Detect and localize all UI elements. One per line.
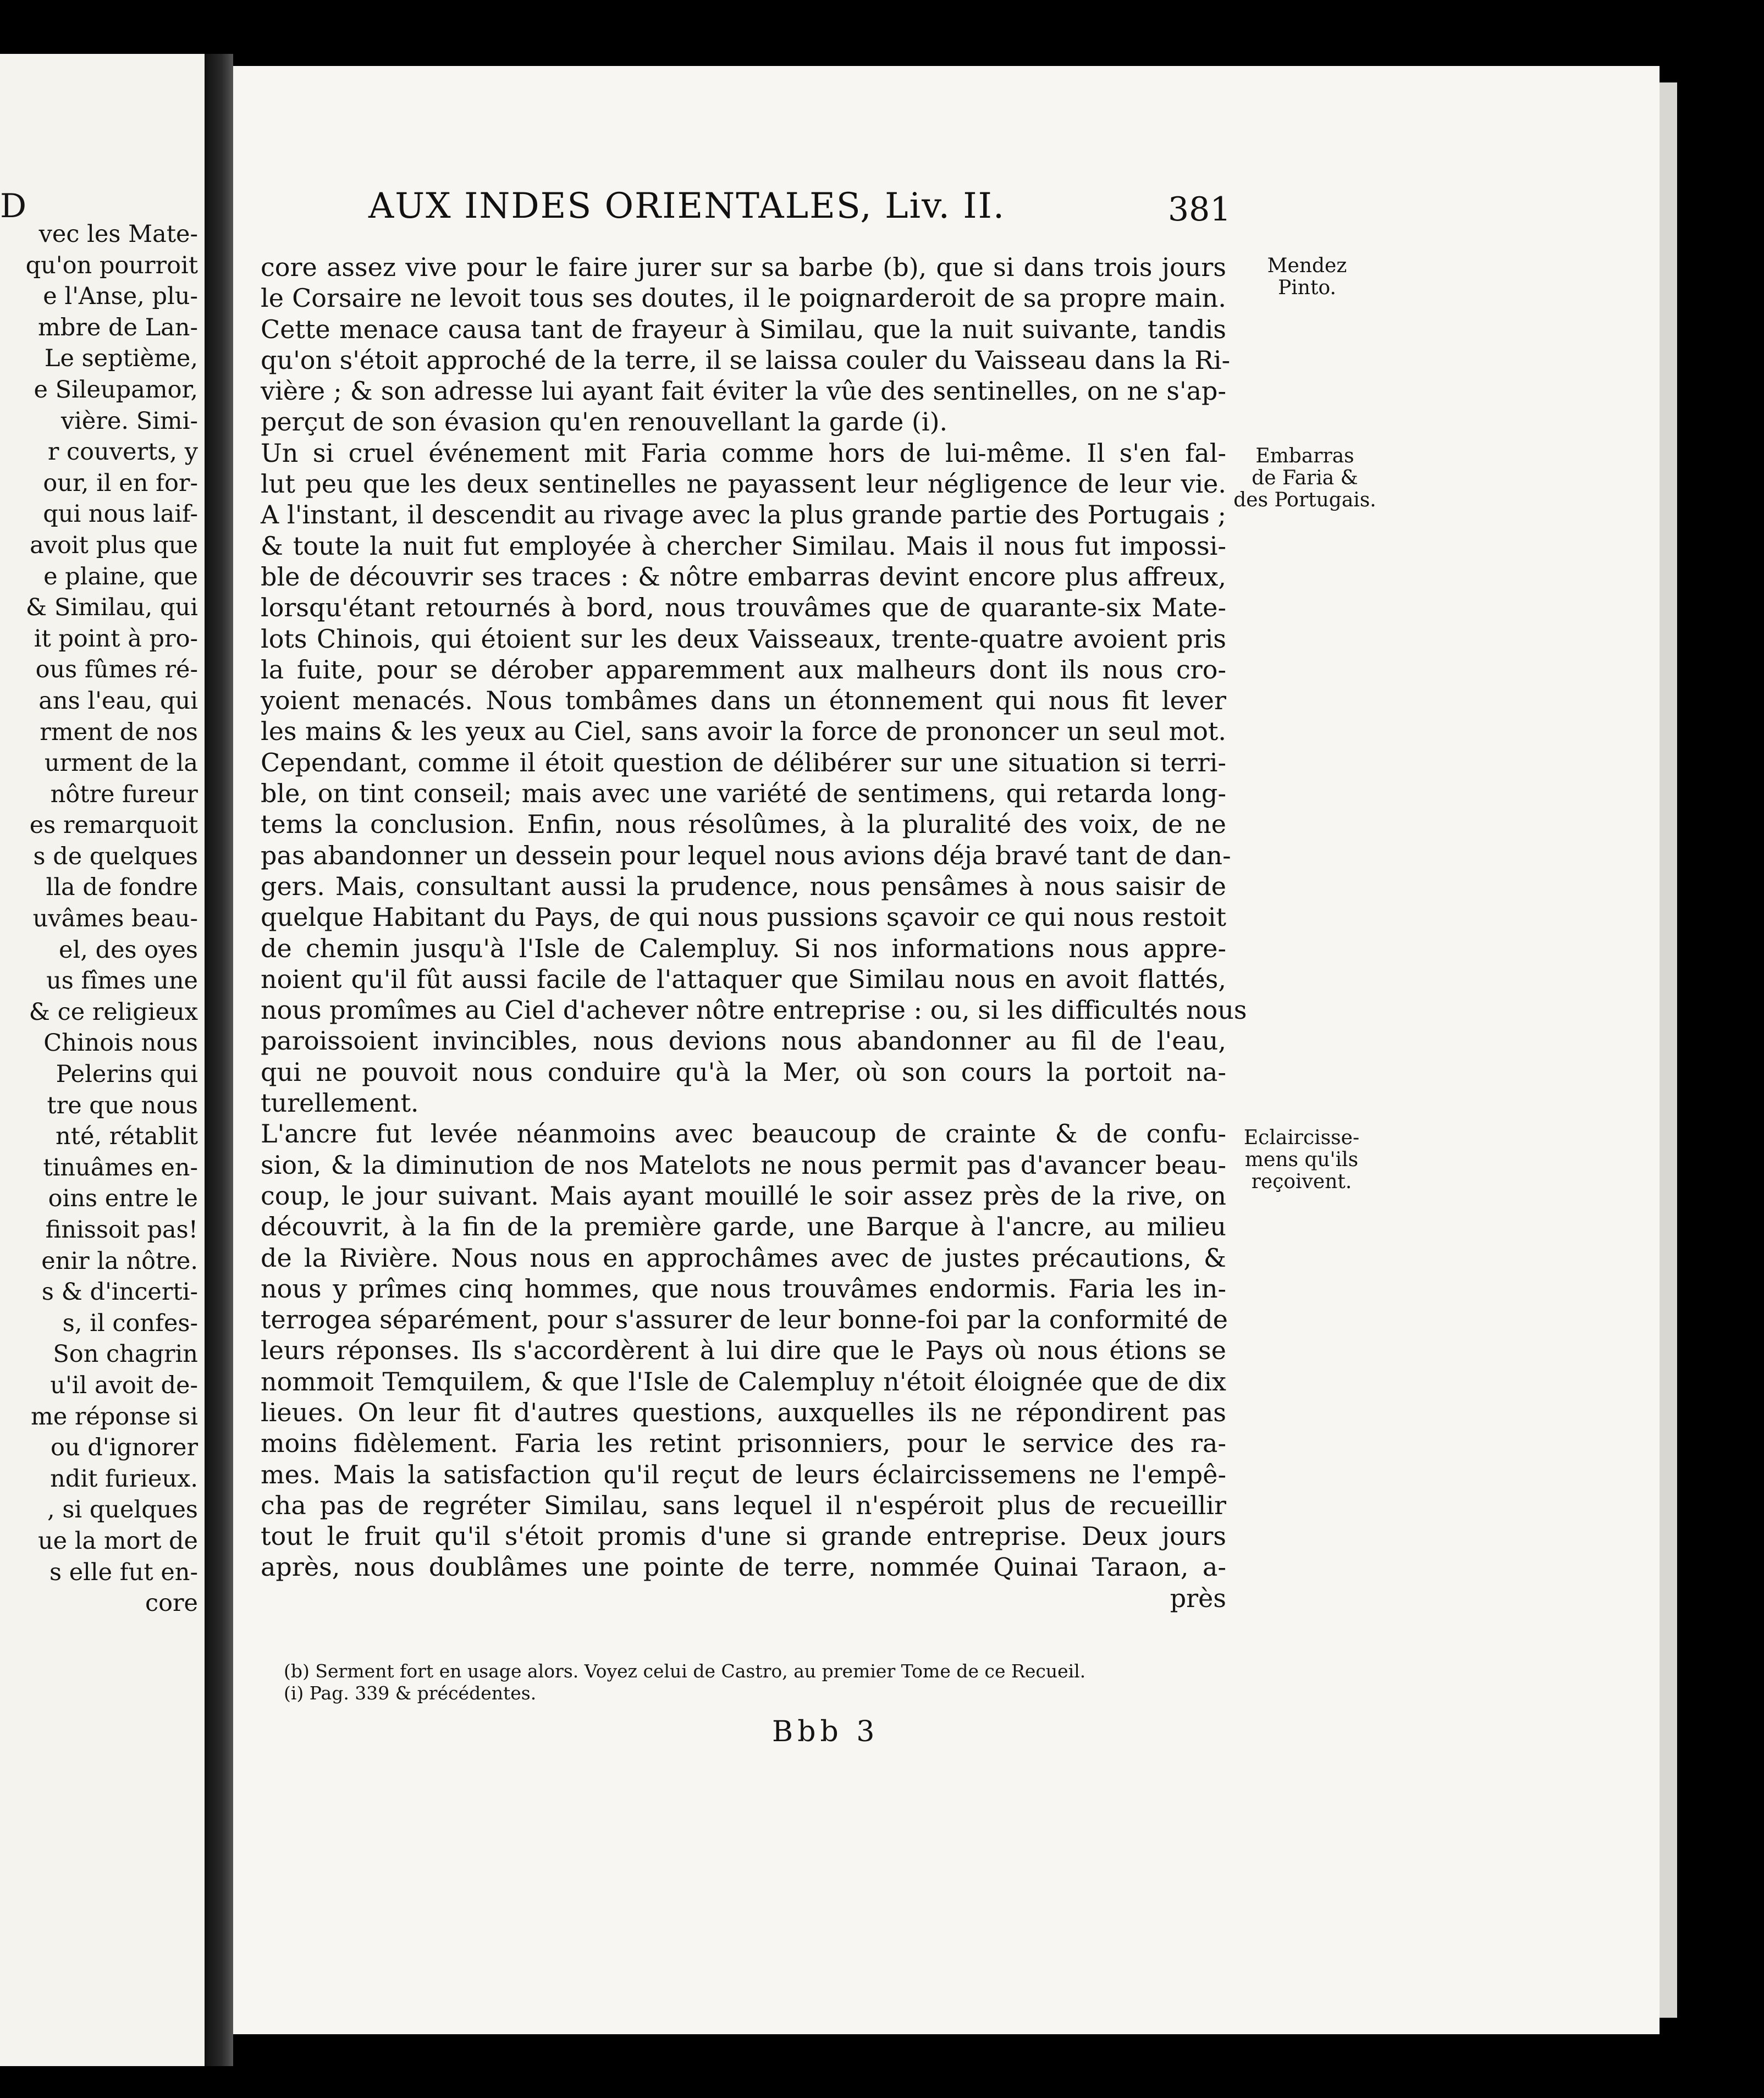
margin-note-line: Embarras: [1255, 445, 1354, 467]
text-line: sion, & la diminution de nos Matelots ne nous permit pas d'avancer beau-: [261, 1150, 1226, 1180]
left-page-line: urment de la: [44, 749, 198, 777]
left-page-line: ndit furieux.: [50, 1465, 198, 1493]
left-page-line: qui nous laif-: [43, 500, 198, 528]
left-page-line: & Similau, qui: [25, 594, 198, 622]
text-line: lut peu que les deux sentinelles ne payassent leur négligence de leur vie.: [261, 469, 1226, 499]
text-line: de la Rivière. Nous nous en approchâmes avec de justes précautions, &: [261, 1243, 1226, 1273]
footnote: (i) Pag. 339 & précédentes.: [284, 1682, 537, 1704]
margin-note-line: Eclaircisse-: [1243, 1127, 1360, 1149]
text-line: Cependant, comme il étoit question de délibérer sur une situation si terri-: [261, 747, 1226, 777]
text-line: yoient menacés. Nous tombâmes dans un étonnement qui nous fit lever: [261, 686, 1226, 716]
left-page-line: it point à pro-: [34, 625, 198, 653]
text-line: leurs réponses. Ils s'accordèrent à lui dire que le Pays où nous étions se: [261, 1335, 1226, 1366]
footnotes: [284, 1660, 1230, 1704]
left-page-line: nté, rétablit: [56, 1123, 198, 1151]
left-page: [0, 54, 205, 2066]
text-line: nommoit Temquilem, & que l'Isle de Calempluy n'étoit éloignée que de dix: [261, 1366, 1226, 1396]
left-page-line: mbre de Lan-: [37, 313, 198, 341]
text-line: terrogea séparément, pour s'assurer de leur bonne-foi par la conformité de: [261, 1305, 1228, 1335]
text-line: découvrit, à la fin de la première garde, une Barque à l'ancre, au milieu: [261, 1212, 1226, 1242]
margin-note-line: de Faria &: [1252, 467, 1358, 489]
text-line: paroissoient invincibles, nous devions nous abandonner au fil de l'eau,: [261, 1026, 1226, 1056]
left-page-line: me réponse si: [30, 1403, 198, 1431]
left-page-line: core: [145, 1589, 198, 1617]
signature-mark: Bbb 3: [772, 1715, 879, 1748]
text-line: de chemin jusqu'à l'Isle de Calempluy. Si nos informations nous appre-: [261, 933, 1226, 963]
left-page-line: qu'on pourroit: [25, 251, 198, 279]
left-page-line: tinuâmes en-: [43, 1153, 198, 1181]
left-page-line: ue la mort de: [37, 1527, 198, 1555]
text-line: pas abandonner un dessein pour lequel nous avions déja bravé tant de dan-: [261, 840, 1231, 870]
left-page-line: us fîmes une: [46, 967, 198, 995]
left-page-line: e l'Anse, plu-: [43, 283, 198, 311]
left-page-line: , si quelques: [47, 1496, 198, 1524]
left-page-line: Pelerins qui: [56, 1061, 198, 1089]
text-line: A l'instant, il descendit au rivage avec la plus grande partie des Portugais ;: [261, 500, 1226, 530]
text-line: lorsqu'étant retournés à bord, nous trouvâmes que de quarante-six Mate-: [261, 593, 1226, 623]
margin-note-eclaircissemens: [1233, 1127, 1370, 1193]
text-line: core assez vive pour le faire jurer sur sa barbe (b), que si dans trois jours: [261, 252, 1226, 282]
left-page-line: s de quelques: [33, 842, 198, 870]
left-page-line: oins entre le: [48, 1185, 198, 1213]
left-page-line: e plaine, que: [43, 562, 198, 590]
left-page-line: ou d'ignorer: [50, 1434, 198, 1462]
text-line: qui ne pouvoit nous conduire qu'à la Mer, où son cours la portoit na-: [261, 1057, 1226, 1087]
left-page-line: enir la nôtre.: [41, 1247, 198, 1275]
text-line: lots Chinois, qui étoient sur les deux Vaisseaux, trente-quatre avoient pris: [261, 623, 1226, 654]
left-page-line: uvâmes beau-: [32, 905, 198, 933]
text-line: mes. Mais la satisfaction qu'il reçut de leurs éclaircissemens ne l'empê-: [261, 1459, 1226, 1489]
text-line: gers. Mais, consultant aussi la prudence, nous pensâmes à nous saisir de: [261, 871, 1226, 901]
text-line: vière ; & son adresse lui ayant fait éviter la vûe des sentinelles, on ne s'ap-: [261, 376, 1226, 406]
text-line: Un si cruel événement mit Faria comme hors de lui-même. Il s'en fal-: [261, 438, 1226, 468]
left-page-line: vière. Simi-: [60, 407, 198, 435]
left-page-line: s elle fut en-: [49, 1558, 198, 1586]
text-line: ble, on tint conseil; mais avec une variété de sentimens, qui retarda long-: [261, 779, 1226, 809]
text-line: moins fidèlement. Faria les retint prisonniers, pour le service des ra-: [261, 1428, 1226, 1459]
left-page-line: nôtre fureur: [50, 780, 198, 808]
text-line: nous y prîmes cinq hommes, que nous trouvâmes endormis. Faria les in-: [261, 1273, 1226, 1304]
text-line: près: [1170, 1583, 1226, 1613]
margin-note-embarras: [1225, 445, 1385, 511]
text-line: L'ancre fut levée néanmoins avec beaucoup de crainte & de confu-: [261, 1119, 1226, 1149]
text-line: noient qu'il fût aussi facile de l'attaquer que Similau nous en avoit flattés,: [261, 964, 1226, 994]
margin-note-author: [1244, 255, 1370, 299]
text-line: turellement.: [261, 1088, 419, 1118]
left-page-line: avoit plus que: [30, 531, 198, 559]
margin-note-line: Mendez: [1267, 255, 1347, 277]
page-number: 381: [1168, 190, 1231, 229]
left-page-line: ans l'eau, qui: [38, 687, 198, 715]
text-line: le Corsaire ne levoit tous ses doutes, il le poignarderoit de sa propre main.: [261, 283, 1226, 313]
margin-note-line: Pinto.: [1278, 277, 1336, 299]
body-text: [261, 252, 1247, 1614]
left-page-line: tre que nous: [47, 1091, 198, 1119]
margin-note-line: reçoivent.: [1251, 1171, 1352, 1193]
book-gutter: [205, 54, 233, 2066]
right-page: [233, 66, 1660, 2034]
left-page-line: lla de fondre: [46, 874, 198, 902]
left-page-line: Son chagrin: [53, 1340, 198, 1368]
left-page-line: u'il avoit de-: [50, 1371, 198, 1399]
left-page-line: Le septième,: [44, 345, 198, 373]
footnote: (b) Serment fort en usage alors. Voyez celui de Castro, au premier Tome de ce Recueil.: [284, 1660, 1086, 1682]
text-line: tout le fruit qu'il s'étoit promis d'une si grande entreprise. Deux jours: [261, 1521, 1226, 1552]
text-line: tems la conclusion. Enfin, nous résolûmes, à la pluralité des voix, de ne: [261, 809, 1226, 840]
left-page-line: & ce religieux: [29, 998, 198, 1026]
text-line: ble de découvrir ses traces : & nôtre embarras devint encore plus affreux,: [261, 561, 1226, 592]
left-page-line: r couverts, y: [47, 438, 198, 466]
left-page-line: s & d'incerti-: [41, 1278, 198, 1306]
running-head: AUX INDES ORIENTALES, Liv. II.: [368, 186, 1006, 227]
text-line: les mains & les yeux au Ciel, sans avoir la force de prononcer un seul mot.: [261, 716, 1226, 747]
page-edge: [1660, 82, 1677, 2018]
left-page-line: es remarquoit: [29, 811, 198, 840]
left-page-line: our, il en for-: [43, 469, 198, 497]
margin-note-line: mens qu'ils: [1244, 1149, 1359, 1171]
left-page-line: e Sileupamor,: [34, 376, 198, 404]
left-page-line: s, il confes-: [62, 1309, 198, 1337]
left-page-line: vec les Mate-: [38, 220, 198, 248]
left-page-line: ous fûmes ré-: [35, 656, 198, 684]
text-line: lieues. On leur fit d'autres questions, auxquelles ils ne répondirent pas: [261, 1397, 1226, 1427]
text-line: la fuite, pour se dérober apparemment aux malheurs dont ils nous cro-: [261, 654, 1226, 684]
text-line: qu'on s'étoit approché de la terre, il se laissa couler du Vaisseau dans la Ri-: [261, 345, 1231, 375]
text-line: quelque Habitant du Pays, de qui nous pussions sçavoir ce qui nous restoit: [261, 902, 1226, 932]
left-page-line: rment de nos: [40, 718, 198, 746]
text-line: cha pas de regréter Similau, sans lequel il n'espéroit plus de recueillir: [261, 1490, 1226, 1520]
text-line: coup, le jour suivant. Mais ayant mouillé le soir assez près de la rive, on: [261, 1180, 1226, 1211]
text-line: perçut de son évasion qu'en renouvellant la garde (i).: [261, 407, 948, 437]
left-page-line: finissoit pas!: [45, 1216, 198, 1244]
text-line: nous promîmes au Ciel d'achever nôtre entreprise : ou, si les difficultés nous: [261, 995, 1247, 1025]
margin-note-line: des Portugais.: [1233, 489, 1376, 511]
left-page-line: Chinois nous: [43, 1029, 198, 1057]
text-line: après, nous doublâmes une pointe de terre, nommée Quinai Taraon, a-: [261, 1552, 1226, 1582]
left-page-text-column: [0, 219, 198, 1619]
left-running-head-fragment: D: [0, 187, 27, 225]
left-page-line: el, des oyes: [59, 936, 198, 964]
text-line: Cette menace causa tant de frayeur à Similau, que la nuit suivante, tandis: [261, 314, 1226, 344]
text-line: & toute la nuit fut employée à chercher Similau. Mais il nous fut impossi-: [261, 531, 1226, 561]
